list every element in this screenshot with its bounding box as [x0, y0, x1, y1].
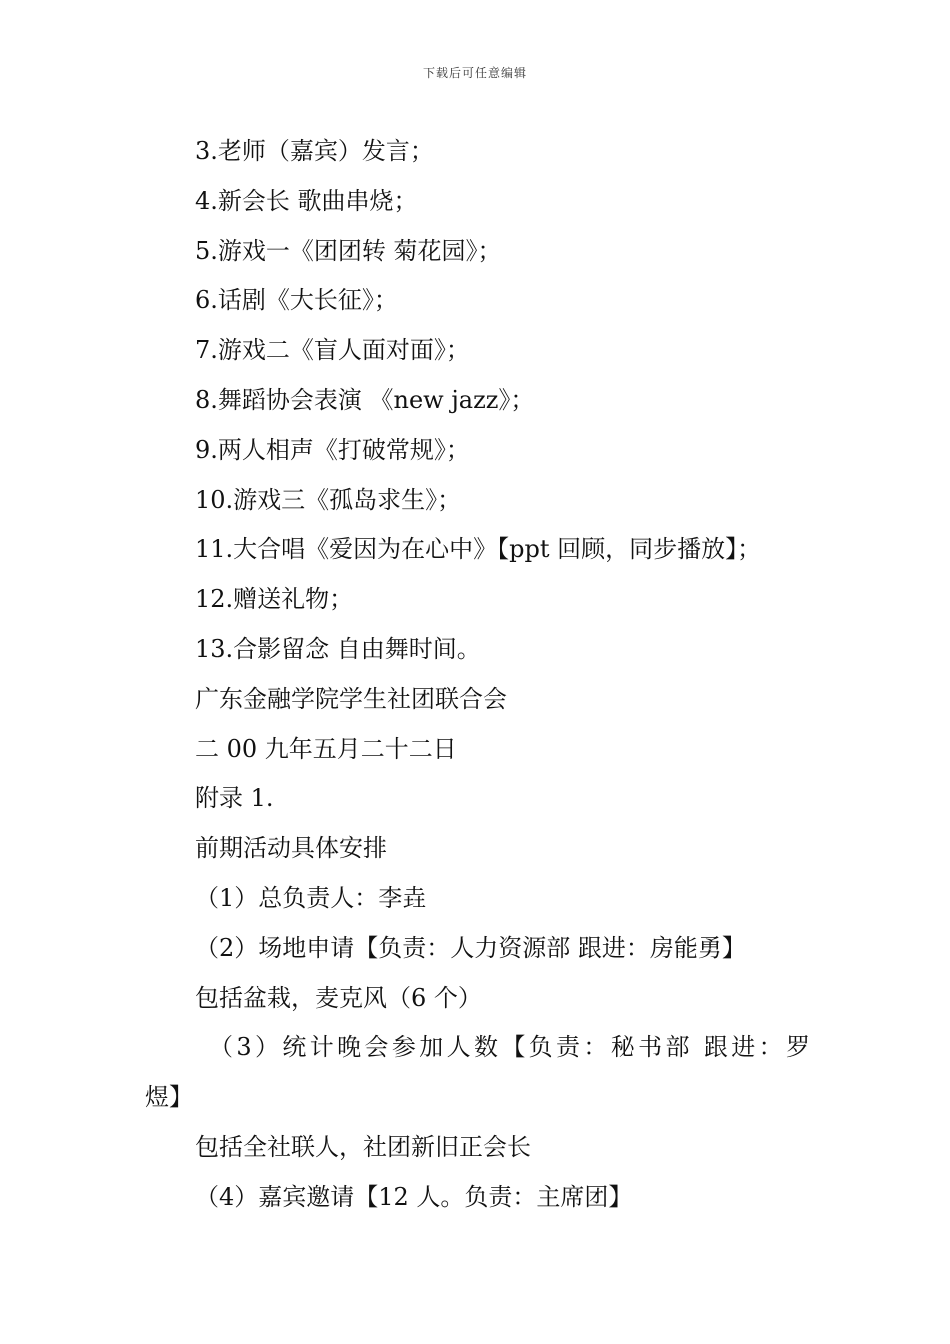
program-item-6: 6.话剧《大长征》；	[195, 286, 398, 315]
arrangement-item-3	[145, 1023, 810, 1123]
program-item-7: 7.游戏二《盲人面对面》；	[195, 336, 470, 365]
program-item-10: 10.游戏三《孤岛求生》；	[195, 485, 462, 514]
arrangement-item-4: （4）嘉宾邀请【12 人。负责：主席团】	[195, 1182, 633, 1211]
program-item-12: 12.赠送礼物；	[195, 585, 354, 614]
arrangement-item-2-note: 包括盆栽，麦克风（6 个）	[195, 983, 482, 1012]
program-item-3: 3.老师（嘉宾）发言；	[195, 137, 434, 165]
arrangement-item-1: （1）总负责人：李垚	[195, 883, 427, 912]
program-item-11: 11.大合唱《爱因为在心中》【ppt 回顾，同步播放】；	[195, 535, 762, 564]
arrangement-item-3-note: 包括全社联人，社团新旧正会长	[195, 1132, 531, 1161]
page-header: 下载后可任意编辑	[422, 66, 527, 80]
arrangement-item-2: （2）场地申请【负责：人力资源部 跟进：房能勇】	[195, 933, 746, 962]
arrangement-item-3-line-2: 煜】	[145, 1083, 193, 1112]
document-date: 二 00 九年五月二十二日	[195, 734, 457, 763]
program-item-8: 8.舞蹈协会表演 《new jazz》；	[195, 385, 535, 414]
arrangement-item-3-line-1: （3）统计晚会参加人数【负责：秘书部 跟进：罗	[209, 1033, 810, 1062]
program-item-13: 13.合影留念 自由舞时间。	[195, 634, 481, 663]
organizer-name: 广东金融学院学生社团联合会	[195, 684, 507, 713]
program-item-9: 9.两人相声《打破常规》；	[195, 435, 470, 464]
document-body	[145, 127, 810, 1223]
section-heading: 前期活动具体安排	[195, 834, 387, 863]
program-item-4: 4.新会长 歌曲串烧；	[195, 186, 418, 215]
program-item-5: 5.游戏一《团团转 菊花园》；	[195, 236, 502, 265]
appendix-title: 附录 1.	[195, 784, 274, 813]
